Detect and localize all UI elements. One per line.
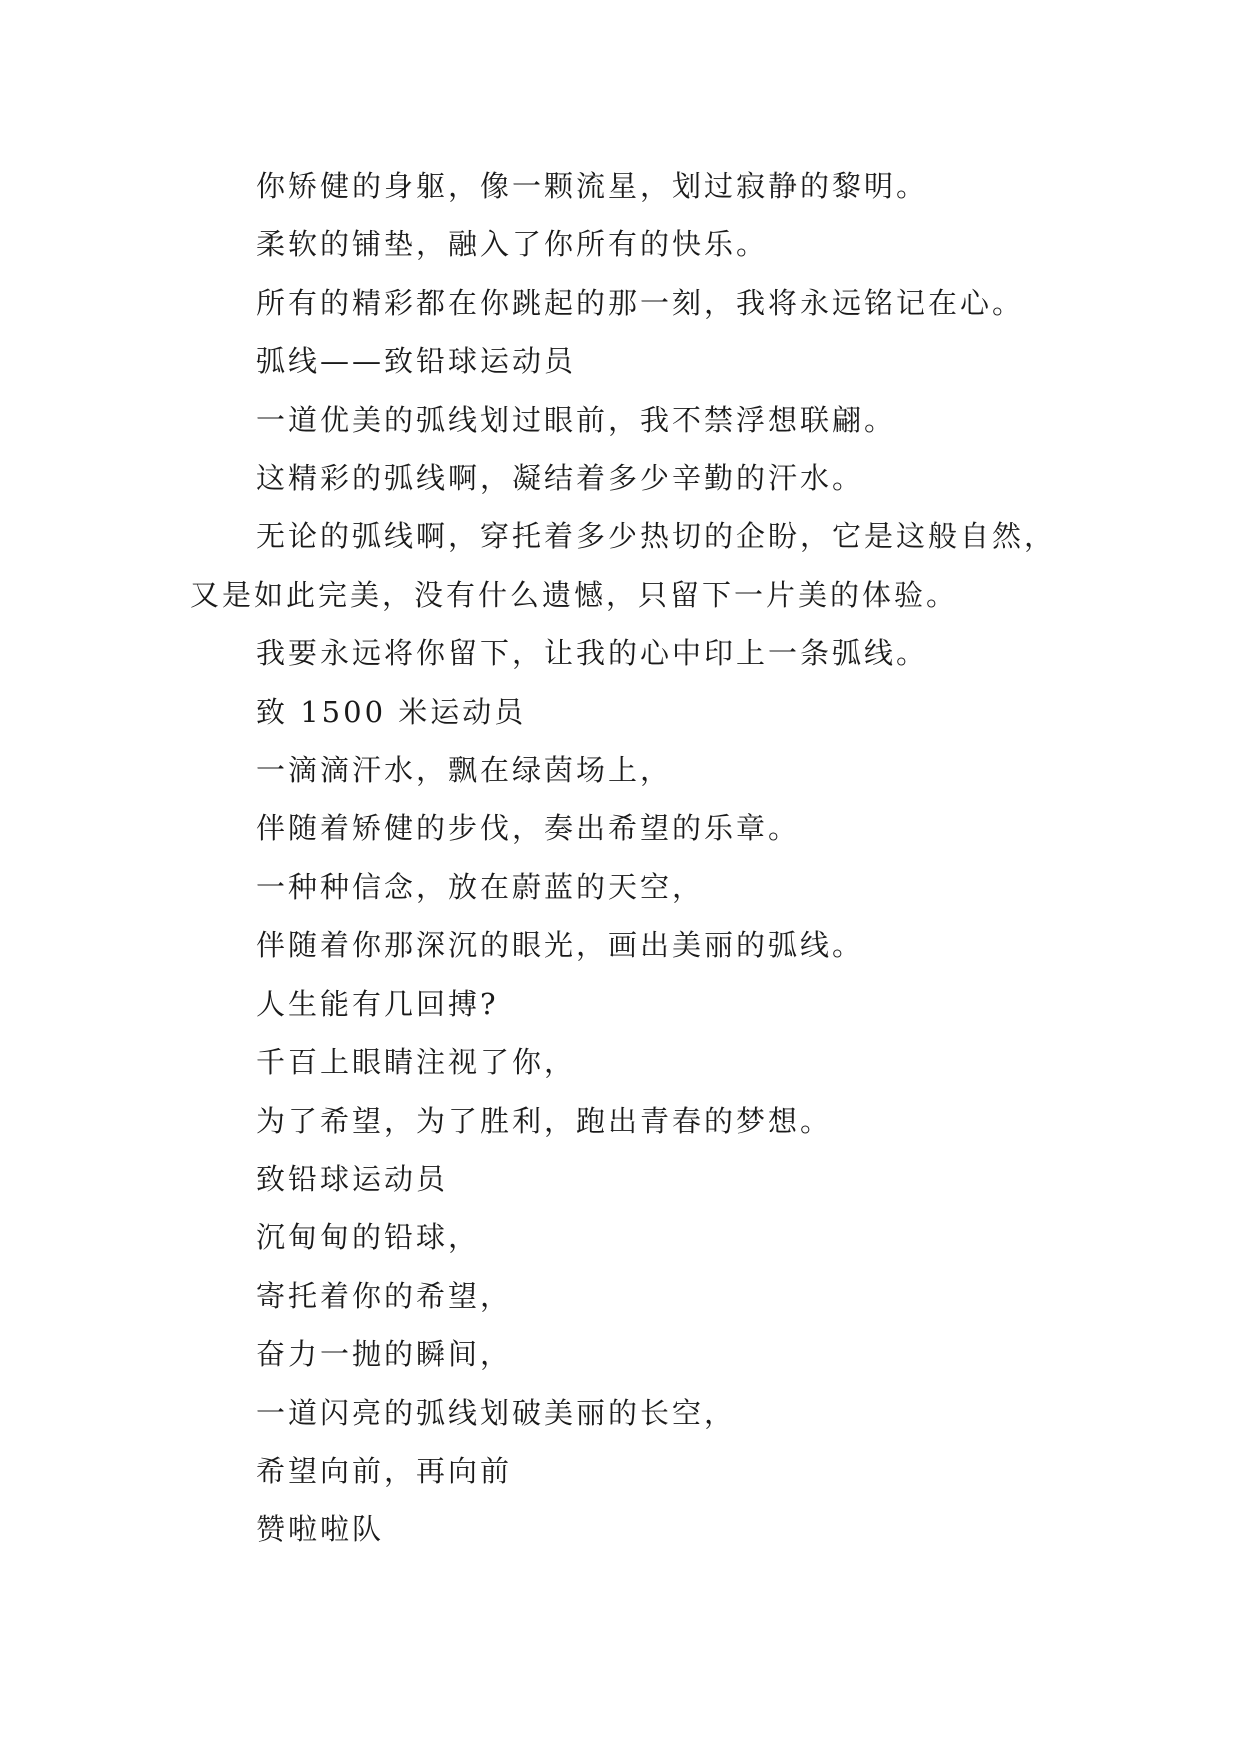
- paragraph: 一道闪亮的弧线划破美丽的长空，: [256, 1395, 737, 1430]
- paragraph: 柔软的铺垫，融入了你所有的快乐。: [256, 227, 769, 262]
- paragraph: 这精彩的弧线啊，凝结着多少辛勤的汗水。: [256, 461, 865, 496]
- paragraph: 为了希望，为了胜利，跑出青春的梦想。: [256, 1103, 833, 1138]
- paragraph: 希望向前，再向前: [256, 1453, 513, 1488]
- paragraph: 千百上眼睛注视了你，: [256, 1045, 577, 1080]
- document-body: [190, 157, 1070, 1559]
- paragraph: 一滴滴汗水，飘在绿茵场上，: [256, 753, 673, 788]
- section-heading: 赞啦啦队: [256, 1512, 385, 1547]
- paragraph: 一种种信念，放在蔚蓝的天空，: [256, 869, 705, 904]
- paragraph: 所有的精彩都在你跳起的那一刻，我将永远铭记在心。: [256, 285, 1025, 320]
- section-heading: 致铅球运动员: [256, 1161, 449, 1196]
- paragraph: 我要永远将你留下，让我的心中印上一条弧线。: [256, 636, 929, 671]
- paragraph: 人生能有几回搏?: [256, 986, 499, 1021]
- paragraph: 伴随着你那深沉的眼光，画出美丽的弧线。: [256, 928, 865, 963]
- paragraph: 奋力一抛的瞬间，: [256, 1337, 513, 1372]
- section-heading: 致 1500 米运动员: [256, 694, 527, 729]
- paragraph: 寄托着你的希望，: [256, 1278, 513, 1313]
- paragraph: 你矫健的身躯，像一颗流星，划过寂静的黎明。: [256, 169, 929, 203]
- paragraph: 伴随着矫健的步伐，奏出希望的乐章。: [256, 811, 801, 846]
- section-heading: 弧线——致铅球运动员: [256, 344, 577, 379]
- paragraph: 无论的弧线啊，穿托着多少热切的企盼，它是这般自然，又是如此完美，没有什么遗憾，只留下一片美的体验。: [190, 519, 1057, 612]
- paragraph: 一道优美的弧线划过眼前，我不禁浮想联翩。: [256, 402, 897, 437]
- paragraph: 沉甸甸的铅球，: [256, 1220, 481, 1255]
